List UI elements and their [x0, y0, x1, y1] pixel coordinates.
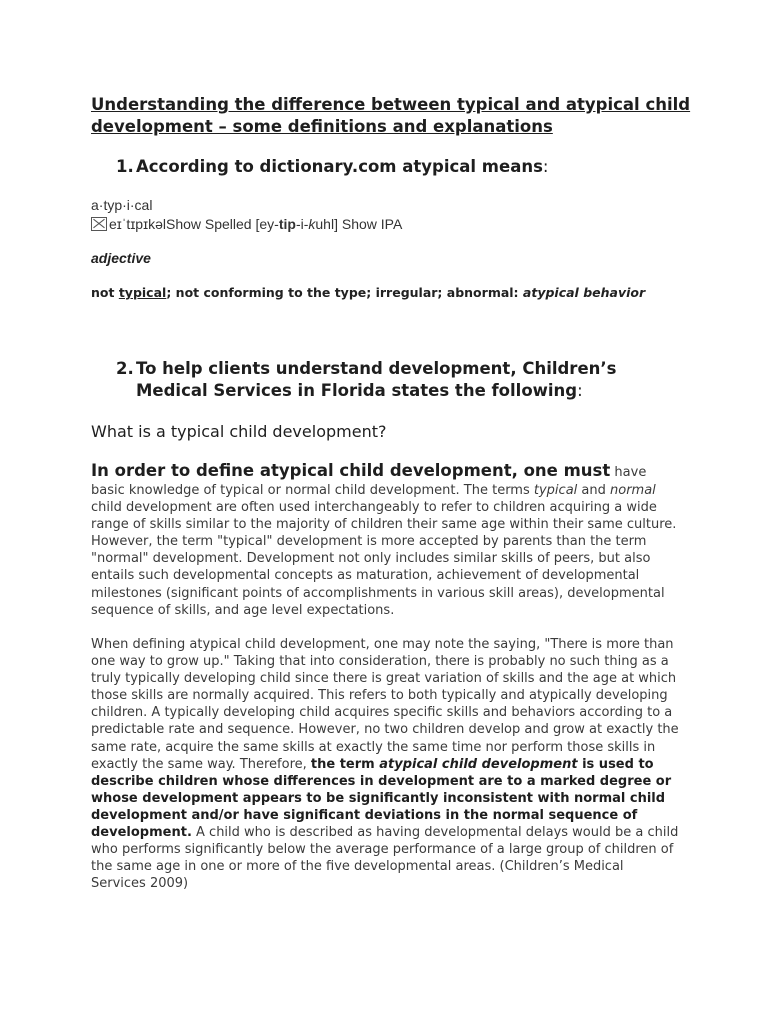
section-2-line-1: To help clients understand development, Children’s — [136, 359, 617, 378]
paragraph-2-bold-a: the term — [310, 756, 380, 772]
respell-end: uhl — [315, 216, 335, 232]
paragraph-2-text-b: A child who is described as having developmental delays would be a child who performs significantly below the average performance of a large group of children of the same age in one or more of the five developmental areas. (Children’s Medical Services 2009) — [91, 825, 679, 892]
respell-open: [ey- — [255, 216, 279, 232]
section-1-colon: : — [542, 157, 549, 176]
broken-image-icon — [91, 217, 107, 231]
respell-italic: k — [308, 216, 316, 232]
paragraph-2-text-a: When defining atypical child development, one may note the saying, "There is more than one way to grow up." Taking that into consideration, there is probably no such thing as a truly typically developing child since there is great variation of skills and the age at which those skills are normally acquired. This refers to both typically and atypically developing children. A typically developing child acquires specific skills and behaviors according to a predictable rate and sequence. However, no two children develop and grow at exactly the same rate, acquire the same skills at exactly the same time nor perform those skills in exactly the same way. Therefore, — [91, 637, 679, 772]
subheading: What is a typical child development? — [91, 422, 387, 441]
section-2-colon: : — [577, 381, 583, 400]
definition-prefix: not — [91, 285, 119, 300]
paragraph-1-typical: typical — [533, 483, 578, 498]
paragraph-1-text-c: child development are often used interchangeably to refer to children acquiring a wide range of skills similar to the majority of children their same age within their same culture. However, the term "typical" development is more accepted by parents than the term "normal" development. Development not only includes similar skills of peers, but also entails such developmental concepts as maturation, achievement of developmental milestones (significant points of accomplishments in various skill areas), developmental sequence of skills, and age level expectations. — [91, 500, 677, 618]
definition-typical-link[interactable]: typical — [118, 285, 167, 300]
section-1-text: According to dictionary.com atypical means — [136, 157, 543, 176]
paragraph-1 — [91, 460, 681, 619]
show-ipa-link[interactable]: Show IPA — [341, 216, 403, 232]
section-2-heading — [116, 358, 676, 402]
definition — [91, 285, 645, 300]
paragraph-2-bold-b: is used to describe children whose differences in development are to a marked degree or whose development appears to be significantly inconsistent with normal child development and/or have significant deviations in the normal sequence of development. — [91, 756, 672, 841]
section-2-number: 2. — [116, 359, 134, 378]
paragraph-1-lead: In order to define atypical child development, one must — [91, 461, 611, 480]
show-spelled-link[interactable]: Show Spelled — [165, 216, 252, 232]
part-of-speech: adjective — [91, 250, 151, 266]
paragraph-2 — [91, 636, 681, 892]
section-2-line-2: Medical Services in Florida states the following — [136, 381, 578, 400]
paragraph-1-normal: normal — [610, 483, 656, 498]
document-title: Understanding the difference between typical and atypical child development – some definitions and explanations — [91, 95, 691, 136]
definition-example: atypical behavior — [522, 285, 646, 300]
paragraph-1-text-b: and — [577, 483, 611, 498]
ipa-text: eɪˈtɪpɪkəl — [109, 216, 166, 232]
respell-stress: tip — [278, 216, 296, 232]
paragraph-1-text-a: have basic knowledge of typical or normal child development. The terms — [91, 465, 647, 498]
section-1-heading — [116, 156, 676, 178]
dictionary-syllables: a·typ·i·cal — [91, 197, 153, 213]
respell-mid: -i- — [295, 216, 309, 232]
respell-close: ] — [334, 216, 338, 232]
definition-body: ; not conforming to the type; irregular; abnormal: — [166, 285, 523, 300]
dictionary-pronunciation — [91, 216, 402, 232]
section-1-number: 1. — [116, 157, 134, 176]
paragraph-2-bold-italic: atypical child development — [379, 756, 578, 772]
